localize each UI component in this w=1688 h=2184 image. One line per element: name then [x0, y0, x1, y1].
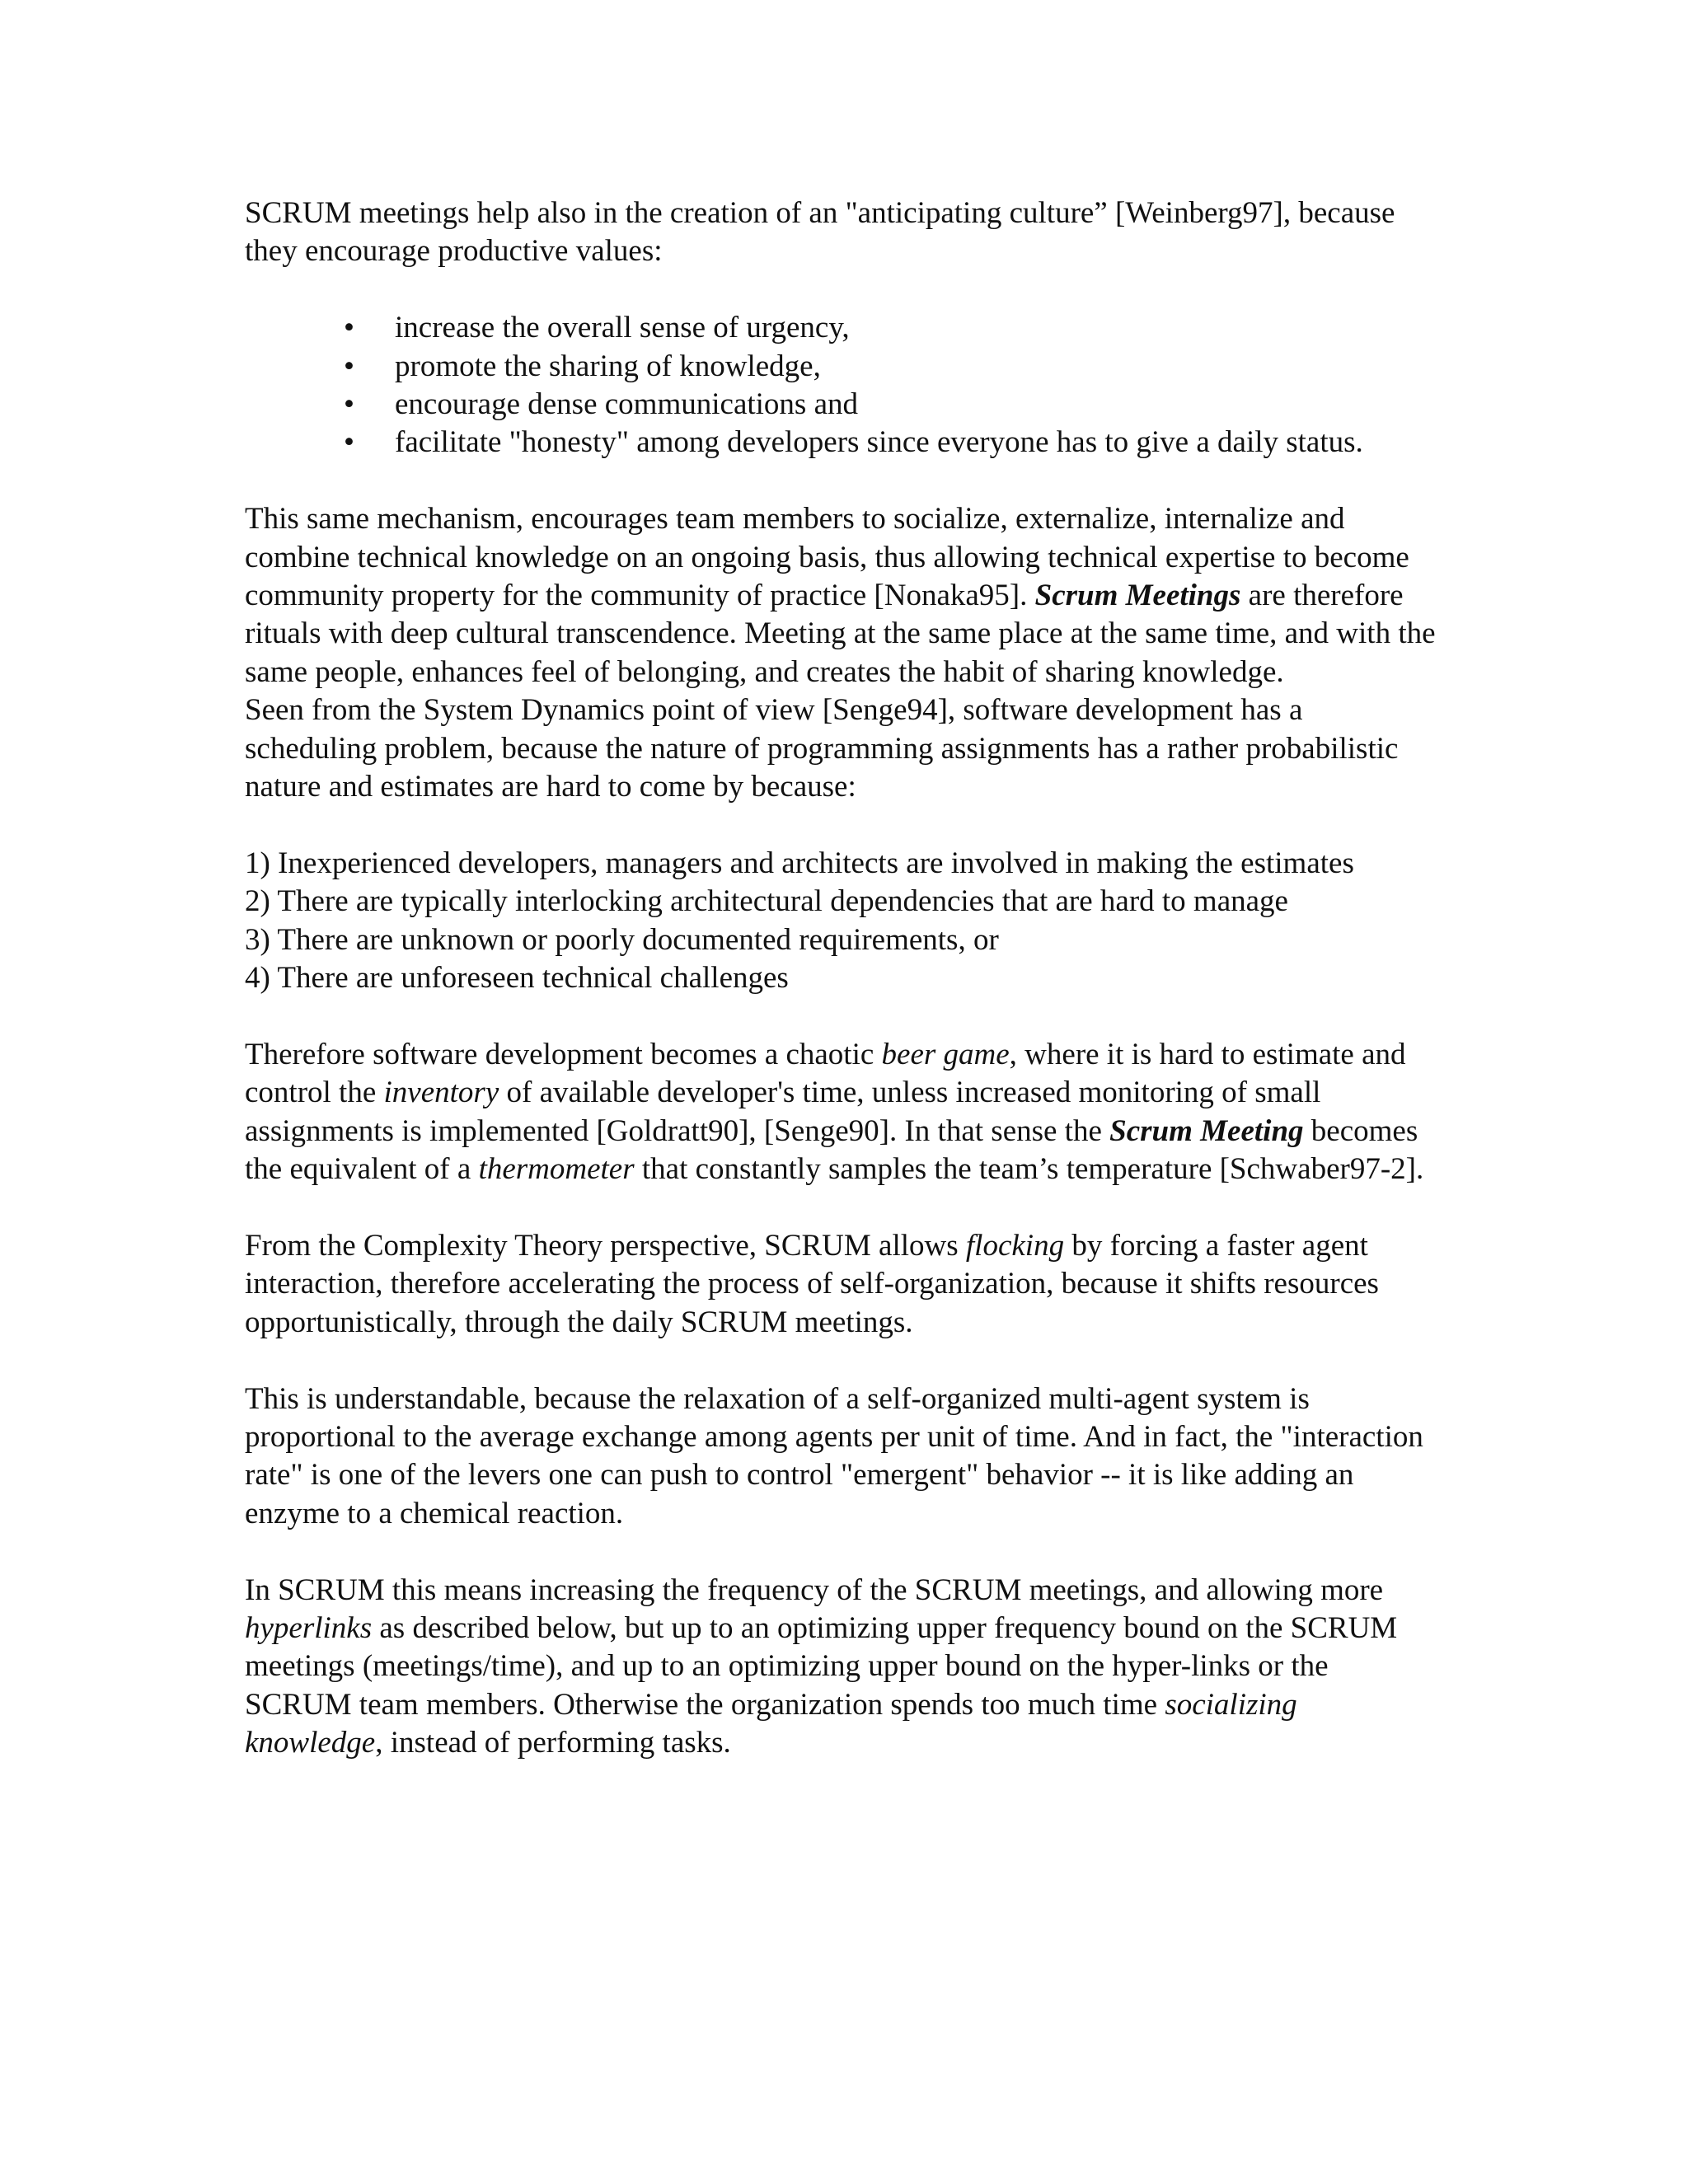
list-item: [245, 348, 1440, 386]
paragraph-gap: [245, 462, 1440, 500]
paragraph-gap: [245, 1189, 1440, 1227]
emphasis-scrum-meeting: Scrum Meeting: [1109, 1113, 1304, 1148]
list-item: 2) There are typically interlocking architectural dependencies that are hard to manage: [245, 884, 1288, 919]
emphasis-beer-game: beer game: [881, 1037, 1010, 1071]
list-item: 1) Inexperienced developers, managers and architects are involved in making the estimates: [245, 846, 1354, 880]
paragraph-gap: [245, 806, 1440, 844]
bullet-icon: •: [344, 387, 354, 422]
list-item: 4) There are unforeseen technical challenges: [245, 961, 789, 996]
emphasis-inventory: inventory: [383, 1076, 499, 1110]
list-item-text: promote the sharing of knowledge,: [395, 349, 821, 383]
text-run: From the Complexity Theory perspective, SCRUM allows: [245, 1228, 966, 1263]
list-item: [245, 386, 1440, 424]
complexity-paragraph: [245, 1227, 1440, 1342]
relaxation-paragraph: This is understandable, because the relaxation of a self-organized multi-agent system is proportional to the average exchange among agents per unit of time. And in fact, the "interaction rate" is one of the levers one can push to control "emergent" behavior -- it is like adding an enzyme to a chemical reaction.: [245, 1381, 1423, 1530]
emphasis-socializing-knowledge: socializing knowledge: [245, 1687, 1297, 1760]
emphasis-flocking: flocking: [965, 1228, 1065, 1263]
system-dynamics-paragraph: Seen from the System Dynamics point of view [Senge94], software development has a scheduling problem, because the nature of programming assignments has a rather probabilistic nature and estimates are hard to come by because:: [245, 693, 1399, 804]
list-item-text: facilitate "honesty" among developers since everyone has to give a daily status.: [395, 425, 1363, 460]
list-item: [245, 424, 1440, 462]
intro-paragraph: SCRUM meetings help also in the creation of an "anticipating culture” [Weinberg97], because they encourage productive values:: [245, 196, 1395, 269]
list-item-text: encourage dense communications and: [395, 387, 858, 422]
text-run: , instead of performing tasks.: [375, 1726, 731, 1760]
text-run: In SCRUM this means increasing the frequency of the SCRUM meetings, and allowing more: [245, 1572, 1384, 1607]
reasons-list: [245, 845, 1440, 998]
paragraph-gap: [245, 1342, 1440, 1380]
list-item-text: increase the overall sense of urgency,: [395, 311, 850, 345]
emphasis-hyperlinks: hyperlinks: [245, 1610, 373, 1645]
document-page: [245, 194, 1440, 1763]
text-run: that constantly samples the team’s temperature [Schwaber97-2].: [634, 1152, 1424, 1187]
frequency-paragraph: [245, 1572, 1440, 1763]
text-run: as described below, but up to an optimizing upper frequency bound on the SCRUM meetings (meetings/time), and up to an optimizing upper bound on the hyper-links or the SCRUM team members. Otherwise the organization spends too much time: [245, 1610, 1398, 1722]
list-item: [245, 309, 1440, 347]
text-run: by forcing a faster agent interaction, therefore accelerating the process of self-organization, because it shifts resources opportunistically, through the daily SCRUM meetings.: [245, 1228, 1379, 1339]
text-run: are therefore rituals with deep cultural transcendence. Meeting at the same place at the same time, and with the same people, enhances feel of belonging, and creates the habit of sharing knowledge.: [245, 579, 1436, 689]
beer-game-paragraph: [245, 1036, 1440, 1189]
paragraph-gap: [245, 997, 1440, 1035]
emphasis-scrum-meetings: Scrum Meetings: [1034, 579, 1241, 613]
mechanism-paragraph: [245, 500, 1440, 691]
bullet-icon: •: [344, 349, 354, 383]
list-item: 3) There are unknown or poorly documented requirements, or: [245, 922, 999, 957]
bullet-icon: •: [344, 425, 354, 460]
text-run: becomes the equivalent of a: [245, 1113, 1418, 1187]
values-list: [245, 309, 1440, 462]
paragraph-gap: [245, 1533, 1440, 1571]
text-run: of available developer's time, unless increased monitoring of small assignments is implemented [Goldratt90], [Senge90]. In that sense the: [245, 1076, 1321, 1148]
text-run: Therefore software development becomes a chaotic: [245, 1037, 882, 1071]
emphasis-thermometer: thermometer: [478, 1152, 635, 1187]
text-run: This same mechanism, encourages team members to socialize, externalize, internalize and combine technical knowledge on an ongoing basis, thus allowing technical expertise to become community property for the community of practice [Nonaka95].: [245, 502, 1409, 613]
paragraph-gap: [245, 271, 1440, 309]
bullet-icon: •: [344, 311, 354, 345]
text-run: , where it is hard to estimate and control the: [245, 1037, 1406, 1110]
